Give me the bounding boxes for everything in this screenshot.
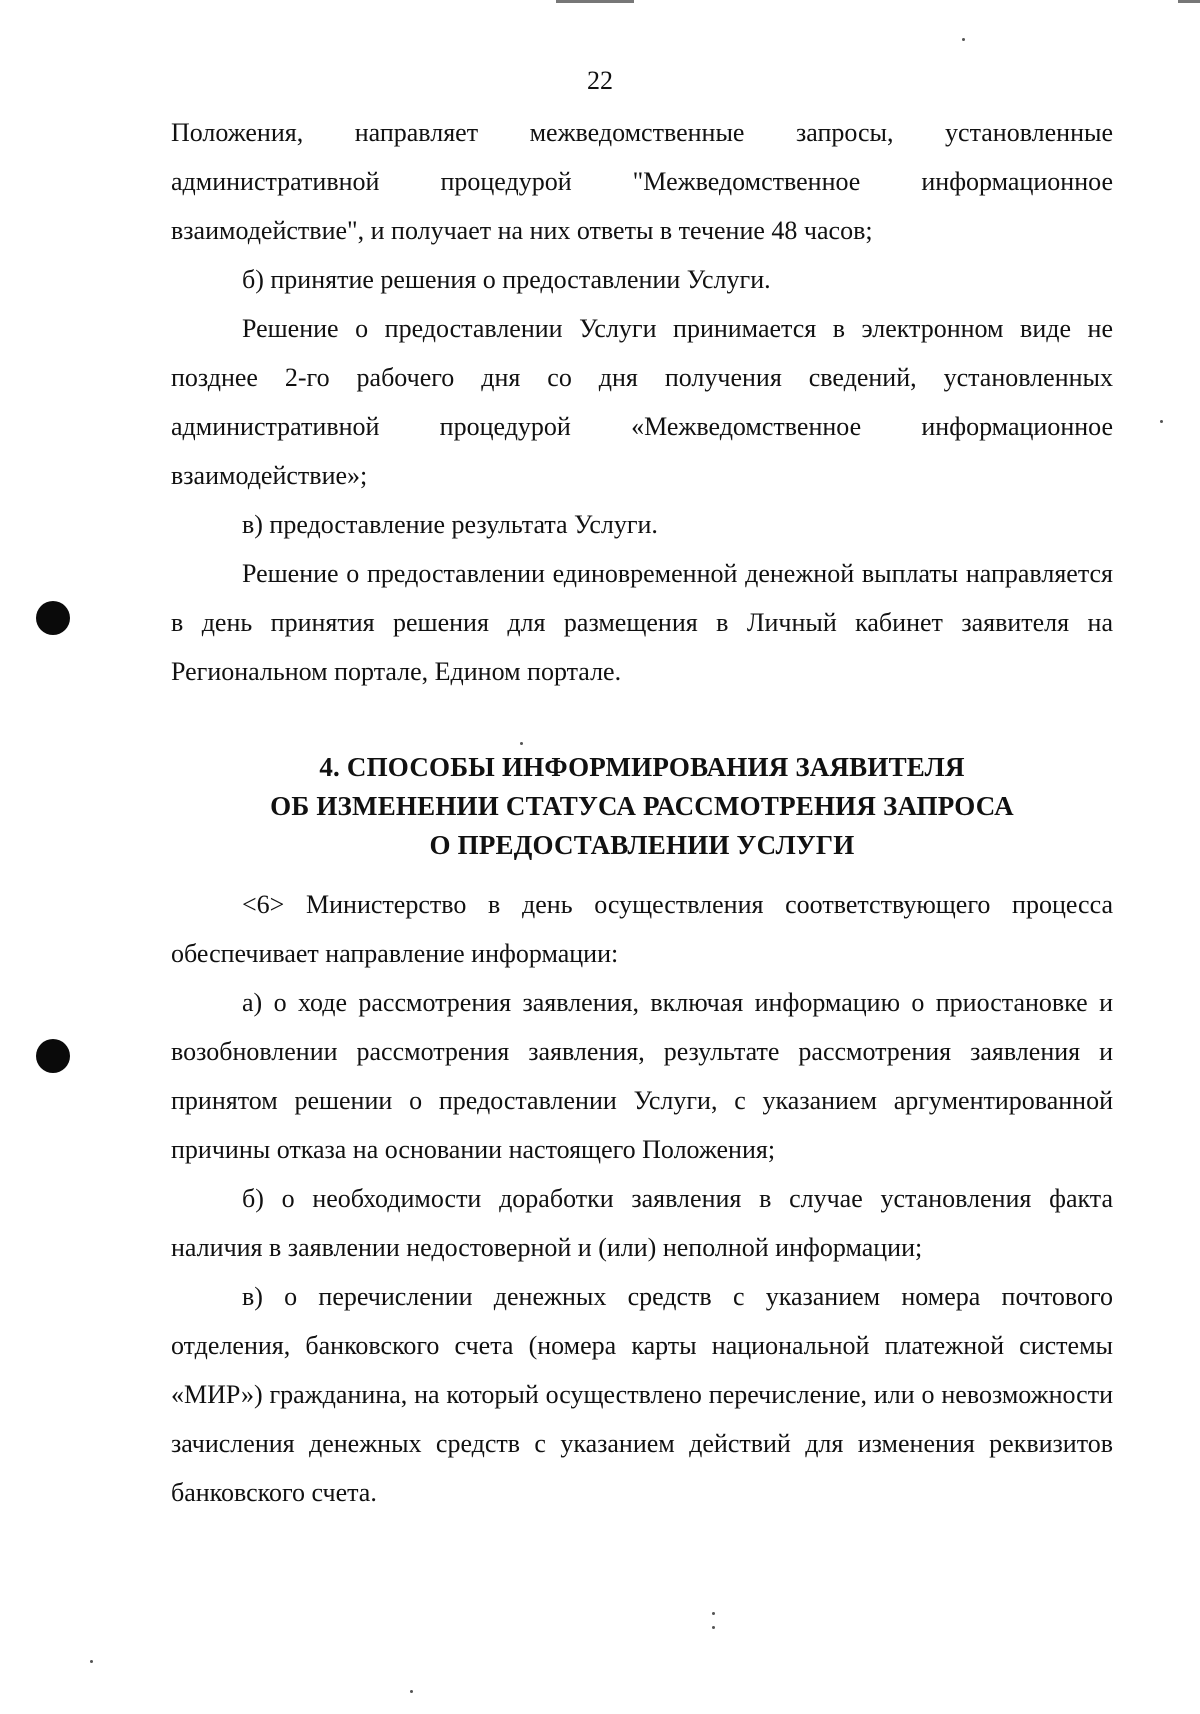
scan-speck [712,1626,715,1629]
scan-speck [520,742,523,745]
scan-speck [1160,420,1163,423]
paragraph: а) о ходе рассмотрения заявления, включая информацию о приостановке и возобновлении рассмотрения заявления, результате рассмотрения заявления и принятом решении о предоставлении Услуги, с указанием аргументированной причины отказа на основании настоящего Положения; [171,988,1113,1164]
paragraph: в) о перечислении денежных средств с указанием номера почтового отделения, банковского счета (номера карты национальной платежной системы «МИР») гражданина, на который осуществлено перечисление, или о невозможности зачисления денежных средств с указанием действий для изменения реквизитов банковского счета. [171,1282,1113,1507]
paragraph: Решение о предоставлении Услуги принимается в электронном виде не позднее 2-го рабочего дня со дня получения сведений, установленных административной процедурой «Межведомственное информационное взаимодействие»; [171,314,1113,490]
paragraph: б) о необходимости доработки заявления в случае установления факта наличия в заявлении недостоверной и (или) неполной информации; [171,1184,1113,1262]
paragraph: <6> Министерство в день осуществления соответствующего процесса обеспечивает направление информации: [171,890,1113,968]
scan-speck [410,1690,413,1693]
scan-speck [712,1612,715,1615]
scan-speck [90,1660,93,1663]
section-heading-line: 4. СПОСОБЫ ИНФОРМИРОВАНИЯ ЗАЯВИТЕЛЯ [319,752,965,782]
scan-edge-mark [556,0,634,3]
body-text-top [171,108,1113,696]
paragraph: в) предоставление результата Услуги. [242,510,658,539]
paragraph: Положения, направляет межведомственные запросы, установленные административной процедурой "Межведомственное информационное взаимодействие", и получает на них ответы в течение 48 часов; [171,118,1113,245]
section-heading [171,748,1113,865]
scan-edge-mark [1178,0,1200,3]
page-number: 22 [587,66,613,95]
body-text-bottom [171,880,1113,1517]
paragraph: Решение о предоставлении единовременной денежной выплаты направляется в день принятия решения для размещения в Личный кабинет заявителя на Региональном портале, Едином портале. [171,559,1113,686]
paragraph: б) принятие решения о предоставлении Услуги. [242,265,771,294]
section-heading-line: О ПРЕДОСТАВЛЕНИИ УСЛУГИ [429,830,855,860]
section-heading-line: ОБ ИЗМЕНЕНИИ СТАТУСА РАССМОТРЕНИЯ ЗАПРОСА [270,791,1014,821]
punch-hole [36,601,70,635]
punch-hole [36,1039,70,1073]
scan-speck [962,38,965,41]
